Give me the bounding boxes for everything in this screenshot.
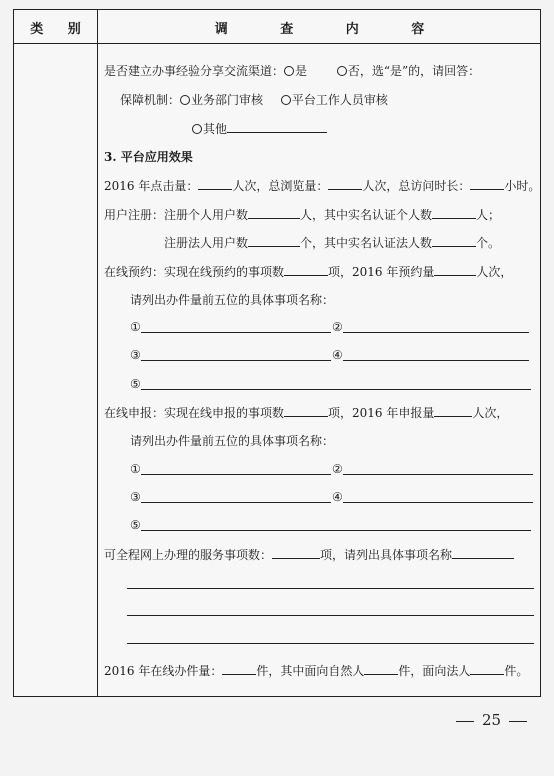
full-online-name-blank[interactable] <box>452 546 514 559</box>
column-divider <box>97 10 98 696</box>
page-number: 25 <box>448 711 535 729</box>
clicks-blank[interactable] <box>198 177 232 190</box>
appointment-list-prompt: 请列出办件量前五位的具体事项名称： <box>130 293 335 307</box>
declaration-item-5-line[interactable] <box>141 530 531 531</box>
section-title: 3. 平台应用效果 <box>104 150 193 164</box>
full-online-line-2[interactable] <box>127 615 534 616</box>
declaration-item-2-label: ② <box>332 462 343 476</box>
declaration-item-1-label: ① <box>130 462 141 476</box>
verified-personal-blank[interactable] <box>432 206 476 219</box>
online-volume-row: 2016 年在线办件量： 件，其中面向自然人 件，面向法人 件。 <box>104 664 529 678</box>
content-header: 调 查 内 容 <box>214 22 449 37</box>
declaration-item-4-label: ④ <box>332 490 343 504</box>
appointment-volume-blank[interactable] <box>434 263 476 276</box>
appointment-item-4-label: ④ <box>332 348 343 362</box>
other-radio[interactable] <box>192 124 202 134</box>
dept-review-radio[interactable] <box>180 95 190 105</box>
registration-row-2: 注册法人用户数 个，其中实名认证法人数 个。 <box>164 236 501 250</box>
pageviews-blank[interactable] <box>328 177 362 190</box>
verified-legal-blank[interactable] <box>432 234 476 247</box>
other-option-row: 其他 <box>192 120 327 137</box>
declaration-row: 在线申报：实现在线申报的事项数 项，2016 年申报量 人次， <box>104 406 509 420</box>
appointment-item-5-label: ⑤ <box>130 377 141 391</box>
declaration-volume-blank[interactable] <box>434 404 472 417</box>
appointment-item-2-label: ② <box>332 320 343 334</box>
appointment-row: 在线预约：实现在线预约的事项数 项，2016 年预约量 人次， <box>104 265 513 279</box>
appointment-items-blank[interactable] <box>284 263 328 276</box>
declaration-item-3-label: ③ <box>130 490 141 504</box>
declaration-item-1-line[interactable] <box>141 474 331 475</box>
visits-row: 2016 年点击量： 人次，总浏览量： 人次，总访问时长： 小时。 <box>104 179 541 193</box>
declaration-item-5-label: ⑤ <box>130 518 141 532</box>
declaration-list-prompt: 请列出办件量前五位的具体事项名称： <box>130 434 335 448</box>
natural-person-blank[interactable] <box>364 662 398 675</box>
experience-sharing-question: 是否建立办事经验分享交流渠道： 是 否，选“是”的，请回答： <box>104 64 481 78</box>
appointment-item-3-label: ③ <box>130 348 141 362</box>
declaration-item-3-line[interactable] <box>141 502 331 503</box>
full-online-count-blank[interactable] <box>272 546 320 559</box>
online-volume-blank[interactable] <box>222 662 256 675</box>
appointment-item-2-line[interactable] <box>343 332 529 333</box>
table-header <box>14 10 540 44</box>
appointment-item-3-line[interactable] <box>141 360 331 361</box>
registration-row-1: 用户注册：注册个人用户数 人，其中实名认证个人数 人； <box>104 208 501 222</box>
dash-right <box>509 721 527 722</box>
declaration-item-2-line[interactable] <box>343 474 533 475</box>
full-online-line-1[interactable] <box>127 588 534 589</box>
yes-radio[interactable] <box>284 66 294 76</box>
dash-left <box>456 721 474 722</box>
duration-blank[interactable] <box>470 177 504 190</box>
other-blank[interactable] <box>227 120 327 133</box>
survey-table <box>13 9 541 697</box>
legal-users-blank[interactable] <box>248 234 300 247</box>
legal-person-blank[interactable] <box>470 662 504 675</box>
full-online-row: 可全程网上办理的服务事项数： 项，请列出具体事项名称 <box>104 546 514 563</box>
personal-users-blank[interactable] <box>248 206 300 219</box>
category-header: 类 别 <box>30 22 91 37</box>
appointment-item-4-line[interactable] <box>343 360 529 361</box>
declaration-items-blank[interactable] <box>284 404 328 417</box>
full-online-line-3[interactable] <box>127 643 534 644</box>
declaration-item-4-line[interactable] <box>343 502 533 503</box>
appointment-item-1-label: ① <box>130 320 141 334</box>
appointment-item-5-line[interactable] <box>141 389 531 390</box>
no-radio[interactable] <box>337 66 347 76</box>
guarantee-mechanism-row: 保障机制： 业务部门审核 平台工作人员审核 <box>120 93 388 107</box>
appointment-item-1-line[interactable] <box>141 332 331 333</box>
platform-review-radio[interactable] <box>281 95 291 105</box>
